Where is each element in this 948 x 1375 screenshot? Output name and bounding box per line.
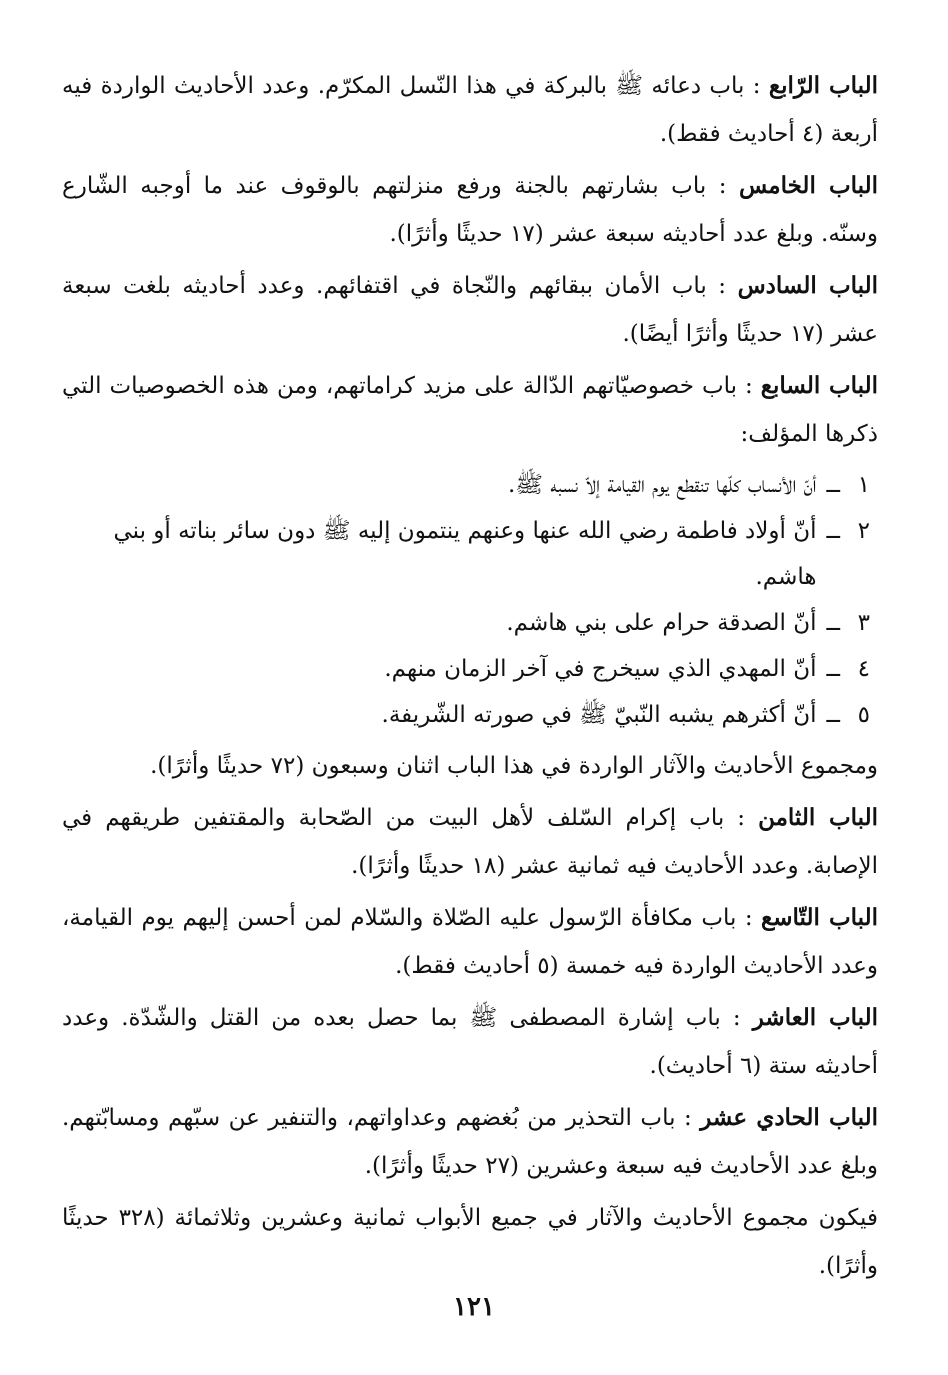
list-item-dash: ــ [826, 656, 840, 682]
chapter-8-paragraph [62, 794, 878, 890]
grand-total-paragraph: فيكون مجموع الأحاديث والآثار في جميع الأبواب ثمانية وعشرين وثلاثمائة (٣٢٨ حديثًا وأثرًا). [62, 1205, 878, 1279]
list-item [62, 462, 878, 508]
chapter-11-heading: الباب الحادي عشر [700, 1104, 878, 1131]
list-item-dash: ــ [826, 518, 840, 544]
chapter-6-text: : باب الأمان ببقائهم والنّجاة في اقتفائهم. وعدد أحاديثه بلغت سبعة عشر (١٧ حديثًا وأثرًا أيضًا). [62, 273, 878, 347]
chapter-9-heading: الباب التّاسع [761, 904, 878, 931]
list-item [62, 600, 878, 646]
chapter-4-paragraph [62, 62, 878, 158]
list-item-text: أنّ أولاد فاطمة رضي الله عنها وعنهم ينتمون إليه ﷺ دون سائر بناته أو بني هاشم. [113, 518, 817, 590]
list-item [62, 692, 878, 738]
chapter-5-text: : باب بشارتهم بالجنة ورفع منزلتهم بالوقوف عند ما أوجبه الشّارع وسنّه. وبلغ عدد أحاديثه سبعة عشر (١٧ حديثًا وأثرًا). [62, 173, 878, 247]
chapter-9-text: : باب مكافأة الرّسول عليه الصّلاة والسّلام لمن أحسن إليهم يوم القيامة، وعدد الأحاديث الواردة فيه خمسة (٥ أحاديث فقط). [62, 905, 878, 979]
list-item-text: أنّ أكثرهم يشبه النّبيّ ﷺ في صورته الشّريفة. [381, 702, 817, 728]
list-item-number: ١ [857, 472, 870, 498]
chapter-11-text: : باب التحذير من بُغضهم وعداواتهم، والتنفير عن سبّهم ومسابّتهم. وبلغ عدد الأحاديث فيه سبعة وعشرين (٢٧ حديثًا وأثرًا). [62, 1105, 878, 1179]
chapter-7-heading: الباب السابع [760, 372, 879, 399]
chapter-10-heading: الباب العاشر [752, 1004, 878, 1031]
chapter-4-text: : باب دعائه ﷺ بالبركة في هذا النّسل المكرّم. وعدد الأحاديث الواردة فيه أربعة (٤ أحاديث فقط). [62, 73, 878, 147]
chapter-8-heading: الباب الثامن [758, 804, 879, 831]
page-number: ١٢١ [453, 1292, 495, 1322]
chapter-7-total: ومجموع الأحاديث والآثار الواردة في هذا الباب اثنان وسبعون (٧٢ حديثًا وأثرًا). [150, 753, 878, 779]
list-item [62, 508, 878, 600]
chapter-6-paragraph [62, 262, 878, 358]
chapter-7-paragraph [62, 362, 878, 458]
list-item-number: ٥ [857, 702, 870, 728]
list-item-dash: ــ [826, 610, 840, 636]
chapter-9-paragraph [62, 894, 878, 990]
chapter-8-text: : باب إكرام السّلف لأهل البيت من الصّحابة والمقتفين طريقهم في الإصابة. وعدد الأحاديث فيه ثمانية عشر (١٨ حديثًا وأثرًا). [62, 805, 878, 879]
list-item-number: ٢ [857, 518, 870, 544]
list-item-text: أنّ الأنساب كلّها تنقطع يوم القيامة إلاّ نسبه ﷺ. [508, 472, 817, 498]
list-item [62, 646, 878, 692]
list-item-dash: ــ [826, 472, 840, 498]
chapter-10-text: : باب إشارة المصطفى ﷺ بما حصل بعده من القتل والشّدّة. وعدد أحاديثه ستة (٦ أحاديث). [62, 1005, 878, 1079]
chapter-10-paragraph [62, 994, 878, 1090]
list-item-text: أنّ المهدي الذي سيخرج في آخر الزمان منهم. [384, 656, 817, 682]
specifics-list [62, 462, 878, 738]
chapter-5-paragraph [62, 162, 878, 258]
chapter-11-paragraph [62, 1094, 878, 1190]
chapter-7-text: : باب خصوصيّاتهم الدّالة على مزيد كراماتهم، ومن هذه الخصوصيات التي ذكرها المؤلف: [62, 373, 878, 447]
chapter-4-heading: الباب الرّابع [768, 72, 878, 99]
chapter-5-heading: الباب الخامس [738, 172, 878, 199]
list-item-number: ٣ [857, 610, 870, 636]
chapter-6-heading: الباب السادس [737, 272, 879, 299]
list-item-number: ٤ [857, 656, 870, 682]
list-item-text: أنّ الصدقة حرام على بني هاشم. [506, 610, 817, 636]
list-item-dash: ــ [826, 702, 840, 728]
